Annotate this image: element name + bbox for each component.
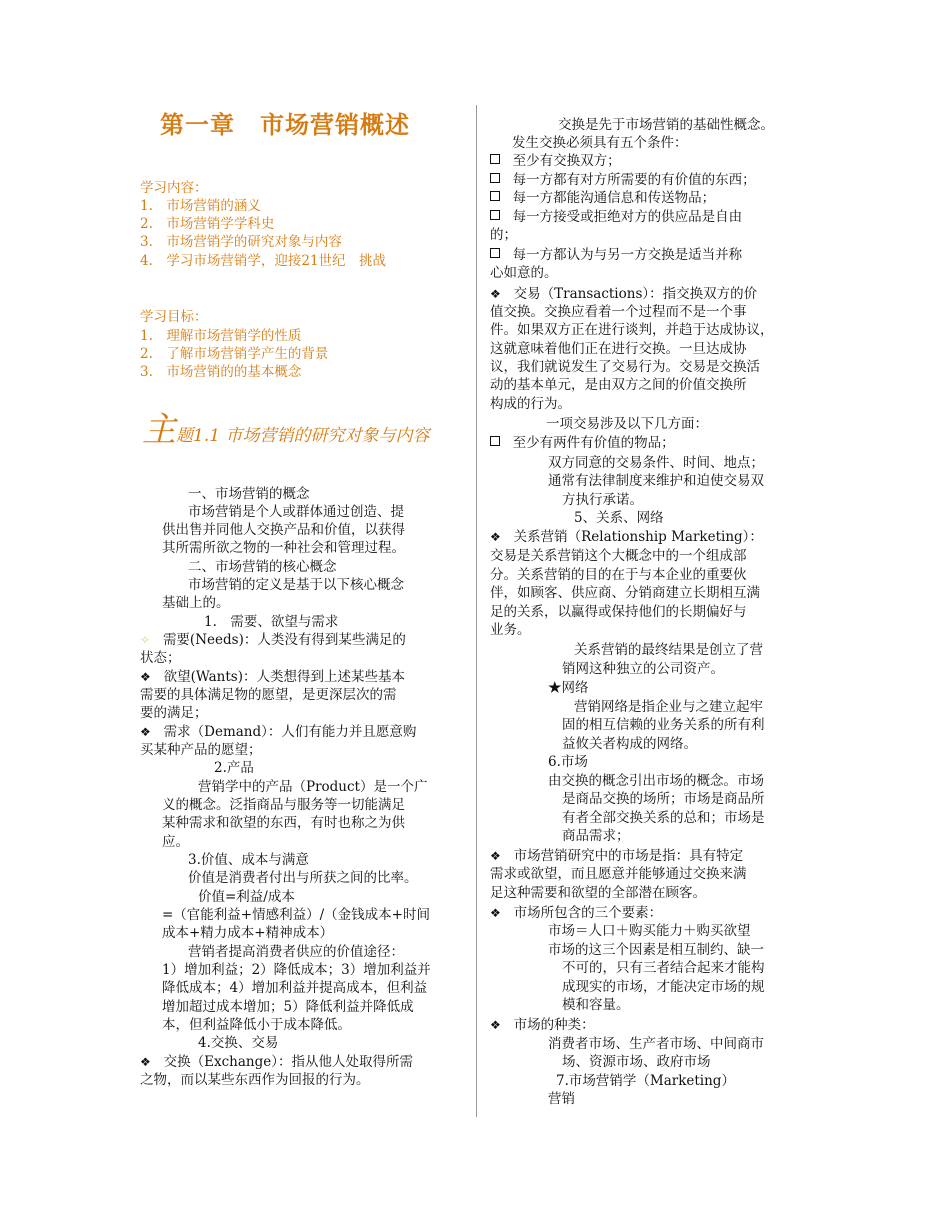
topic-rest: 题1.1 市场营销的研究对象与内容	[176, 426, 430, 446]
subsection-heading: 5、关系、网络	[574, 510, 664, 526]
diamond-bullet-icon: ❖	[490, 906, 501, 920]
paragraph-line: 商品需求；	[562, 828, 630, 844]
paragraph-line: 分。关系营销的目的在于与本企业的重要伙	[490, 567, 747, 583]
subsection-heading: 1. 需要、欲望与需求	[204, 614, 339, 630]
study-content-item: 2. 市场营销学学科史	[140, 216, 275, 232]
column-divider	[476, 105, 477, 1117]
paragraph-line: 之物，而以某些东西作为回报的行为。	[140, 1072, 370, 1088]
formula-line: =（官能利益+情感利益）/（金钱成本+时间	[162, 907, 430, 923]
square-bullet-icon	[490, 436, 500, 446]
paragraph-line: 价值是消费者付出与所获之间的比率。	[188, 870, 418, 886]
study-content-item: 4. 学习市场营销学，迎接21世纪 挑战	[140, 253, 387, 269]
paragraph-line: 供出售并同他人交换产品和价值，以获得	[162, 522, 405, 538]
study-goals-heading: 学习目标：	[140, 309, 208, 325]
bullet-line: ✧ 需要(Needs)：人类没有得到某些满足的	[140, 632, 406, 648]
paragraph-line: 买某种产品的愿望；	[140, 742, 262, 758]
study-content-item: 3. 市场营销学的研究对象与内容	[140, 234, 342, 250]
subsection-heading: 3.价值、成本与满意	[188, 852, 309, 868]
paragraph-line: 益攸关者构成的网络。	[562, 736, 697, 752]
paragraph-line: 消费者市场、生产者市场、中间商市	[548, 1036, 764, 1052]
study-content-item: 1. 市场营销的涵义	[140, 198, 261, 214]
paragraph-line: 营销	[548, 1091, 575, 1107]
paragraph-line: 一项交易涉及以下几方面：	[546, 416, 708, 432]
bullet-line: ❖ 需求（Demand）：人们有能力并且愿意购	[140, 724, 417, 740]
diamond-bullet-icon: ❖	[140, 670, 151, 684]
checkbox-bullet-line: 至少有两件有价值的物品；	[490, 434, 675, 452]
checkbox-bullet-line: 每一方都能沟通信息和传送物品；	[490, 189, 715, 207]
square-bullet-icon	[490, 210, 500, 220]
subsection-heading: 7.市场营销学（Marketing）	[556, 1073, 735, 1089]
diamond-bullet-icon: ❖	[140, 725, 151, 739]
paragraph-line: 交换是先于市场营销的基础性概念。	[558, 117, 774, 133]
bullet-line: ❖ 关系营销（Relationship Marketing）：	[490, 529, 763, 545]
topic-initial: 主	[142, 410, 176, 450]
study-content-heading: 学习内容：	[140, 180, 208, 196]
paragraph-line: 足的关系，以赢得或保持他们的长期偏好与	[490, 604, 747, 620]
diamond-bullet-icon: ❖	[490, 1018, 501, 1032]
subsection-heading: 6.市场	[548, 754, 588, 770]
bullet-line: ❖ 市场所包含的三个要素：	[490, 905, 663, 921]
checkbox-bullet-line: 每一方都认为与另一方交换是适当并称	[490, 246, 742, 264]
paragraph-line: 动的基本单元，是由双方之间的价值交换所	[490, 377, 747, 393]
paragraph-line: 义的概念。泛指商品与服务等一切能满足	[162, 797, 405, 813]
paragraph-line: 状态；	[140, 650, 181, 666]
paragraph-line: 需求或欲望，而且愿意并能够通过交换来满	[490, 866, 747, 882]
paragraph-line: 发生交换必须具有五个条件：	[512, 135, 688, 151]
paragraph-line: 通常有法律制度来维护和迫使交易双	[548, 473, 764, 489]
diamond-bullet-icon: ❖	[490, 849, 501, 863]
paragraph-line: 营销学中的产品（Product）是一个广	[198, 779, 428, 795]
study-goals-item: 3. 市场营销的的基本概念	[140, 364, 302, 380]
paragraph-line: 关系营销的最终结果是创立了营	[574, 642, 763, 658]
paragraph-line: 其所需所欲之物的一种社会和管理过程。	[162, 540, 405, 556]
bullet-line: ❖ 市场的种类：	[490, 1017, 595, 1033]
paragraph-line: 方执行承诺。	[562, 492, 643, 508]
square-bullet-icon	[490, 248, 500, 258]
checkbox-bullet-line: 至少有交换双方；	[490, 152, 621, 170]
checkbox-bullet-line: 每一方都有对方所需要的有价值的东西；	[490, 171, 756, 189]
paragraph-line: 基础上的。	[162, 595, 230, 611]
diamond-bullet-icon: ✧	[140, 633, 151, 647]
paragraph-line: 件。如果双方正在进行谈判，并趋于达成协议，	[490, 322, 774, 338]
paragraph-line: 伴，如顾客、供应商、分销商建立长期相互满	[490, 585, 760, 601]
paragraph-line: 构成的行为。	[490, 396, 571, 412]
chapter-title: 第一章 市场营销概述	[160, 111, 410, 139]
paragraph-line: 市场营销的定义是基于以下核心概念	[188, 577, 404, 593]
paragraph-line: 应。	[162, 834, 189, 850]
paragraph-line: 足这种需要和欲望的全部潜在顾客。	[490, 885, 706, 901]
paragraph-line: 降低成本；4）增加利益并提高成本，但利益	[162, 980, 428, 996]
subsection-heading: 4.交换、交易	[198, 1035, 279, 1051]
paragraph-line: 成现实的市场，才能决定市场的规	[562, 979, 765, 995]
paragraph-line: 议，我们就说发生了交易行为。交易是交换活	[490, 359, 760, 375]
paragraph-line: 1）增加利益；2）降低成本；3）增加利益并	[162, 962, 431, 978]
paragraph-line: 市场的这三个因素是相互制约、缺一	[548, 942, 764, 958]
paragraph-line: 销网这种独立的公司资产。	[562, 661, 724, 677]
formula-line: 成本+精力成本+精神成本）	[162, 925, 334, 941]
bullet-line: ❖ 交换（Exchange）：指从他人处取得所需	[140, 1054, 413, 1070]
bullet-line: ❖ 市场营销研究中的市场是指：具有特定	[490, 848, 744, 864]
checkbox-bullet-line: 每一方接受或拒绝对方的供应品是自由	[490, 208, 742, 226]
paragraph-line: 本，但利益降低小于成本降低。	[162, 1017, 351, 1033]
paragraph-line: 心如意的。	[490, 265, 558, 281]
diamond-bullet-icon: ❖	[490, 287, 501, 301]
formula-line: 价值=利益/成本	[198, 889, 295, 905]
paragraph-line: 双方同意的交易条件、时间、地点；	[548, 455, 764, 471]
paragraph-line: 要的满足；	[140, 705, 208, 721]
topic-heading	[142, 412, 429, 454]
paragraph-line: 增加超过成本增加；5）降低利益并降低成	[162, 999, 414, 1015]
formula-line: 市场＝人口＋购买能力＋购买欲望	[548, 923, 751, 939]
paragraph-line: 场、资源市场、政府市场	[562, 1054, 711, 1070]
square-bullet-icon	[490, 154, 500, 164]
square-bullet-icon	[490, 191, 500, 201]
square-bullet-icon	[490, 173, 500, 183]
paragraph-line: 营销网络是指企业与之建立起牢	[574, 699, 763, 715]
subsection-heading: ★网络	[548, 680, 589, 696]
subsection-heading: 2.产品	[214, 760, 254, 776]
paragraph-line: 不可的，只有三者结合起来才能构	[562, 960, 765, 976]
diamond-bullet-icon: ❖	[140, 1055, 151, 1069]
paragraph-line: 市场营销是个人或群体通过创造、提	[188, 504, 404, 520]
paragraph-line: 固的相互信赖的业务关系的所有利	[562, 717, 765, 733]
paragraph-line: 值交换。交换应看着一个过程而不是一个事	[490, 304, 747, 320]
paragraph-line: 模和容量。	[562, 997, 630, 1013]
study-goals-item: 2. 了解市场营销学产生的背景	[140, 346, 329, 362]
paragraph-line: 这就意味着他们正在进行交换。一旦达成协	[490, 341, 747, 357]
paragraph-line: 的；	[490, 227, 517, 243]
section-heading: 一、市场营销的概念	[188, 486, 310, 502]
paragraph-line: 是商品交换的场所；市场是商品所	[562, 791, 765, 807]
paragraph-line: 有者全部交换关系的总和；市场是	[562, 810, 765, 826]
paragraph-line: 需要的具体满足物的愿望，是更深层次的需	[140, 687, 397, 703]
paragraph-line: 营销者提高消费者供应的价值途径：	[188, 944, 404, 960]
study-goals-item: 1. 理解市场营销学的性质	[140, 328, 302, 344]
bullet-line: ❖ 欲望(Wants)：人类想得到上述某些基本	[140, 669, 405, 685]
bullet-line: ❖ 交易（Transactions）：指交换双方的价	[490, 286, 758, 302]
paragraph-line: 由交换的概念引出市场的概念。市场	[548, 773, 764, 789]
paragraph-line: 业务。	[490, 622, 531, 638]
section-heading: 二、市场营销的核心概念	[188, 559, 337, 575]
paragraph-line: 交易是关系营销这个大概念中的一个组成部	[490, 548, 747, 564]
paragraph-line: 某种需求和欲望的东西，有时也称之为供	[162, 815, 405, 831]
diamond-bullet-icon: ❖	[490, 530, 501, 544]
